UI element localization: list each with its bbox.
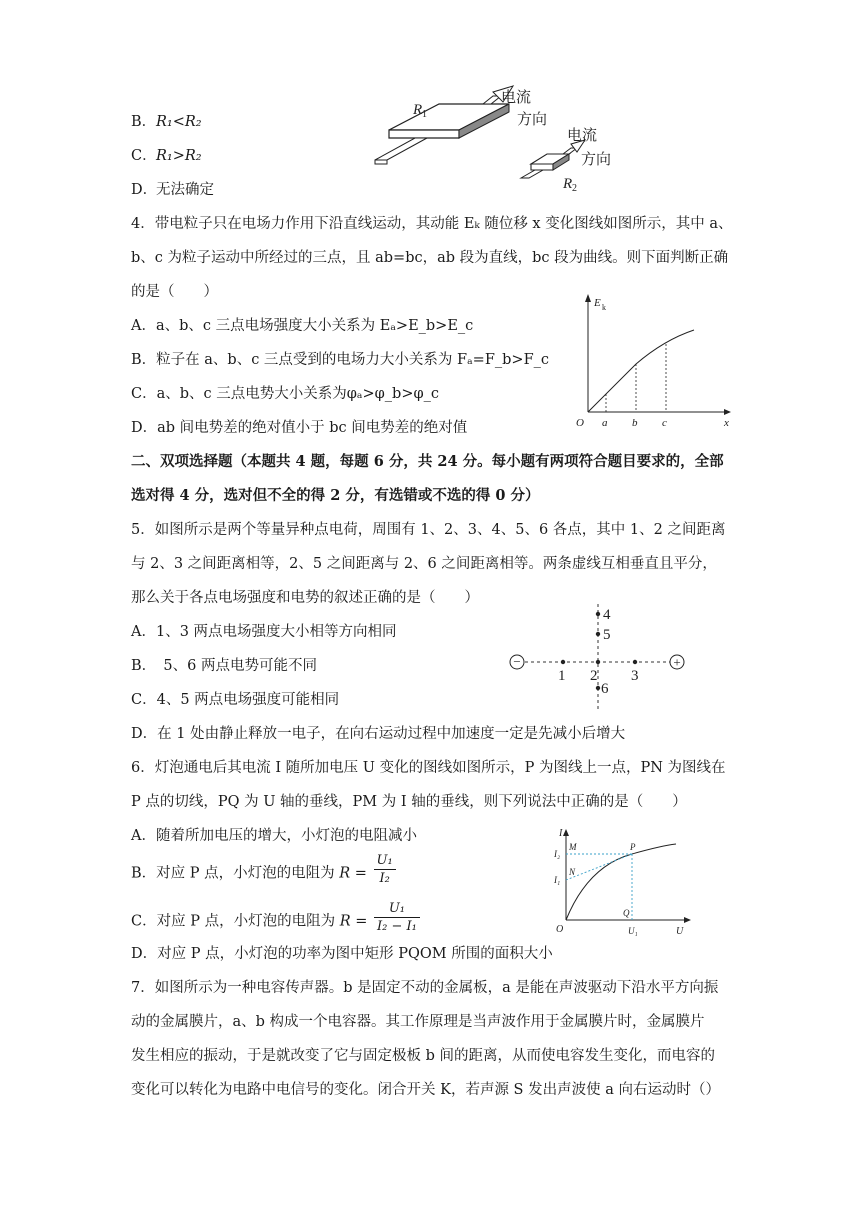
q5-stem-line2: 与 2、3 之间距离相等，2、5 之间距离与 2、6 之间距离相等。两条虚线互相垂直且平分， bbox=[131, 556, 717, 572]
q6-option-b-text: B．对应 P 点，小灯泡的电阻为 bbox=[131, 865, 335, 882]
svg-text:1: 1 bbox=[422, 109, 427, 120]
q4-ek-graph bbox=[574, 292, 734, 430]
q3-resistor-figure bbox=[375, 82, 635, 197]
svg-text:2: 2 bbox=[572, 183, 577, 194]
q5-minus-charge: − bbox=[513, 654, 521, 669]
q4-origin: O bbox=[576, 417, 584, 429]
q6-q-label: Q bbox=[623, 908, 630, 918]
q6-i2-label: I₂ bbox=[554, 849, 561, 859]
q4-stem-line3: 的是（ ） bbox=[131, 284, 218, 300]
q6-n-label: N bbox=[569, 867, 576, 877]
q6-fracc-num: U₁ bbox=[374, 900, 420, 918]
q5-charges-figure bbox=[505, 600, 690, 720]
q6-m-label: M bbox=[569, 842, 577, 852]
q6-u1-label: U₁ bbox=[628, 926, 638, 936]
current1-label: 电流 bbox=[501, 90, 532, 106]
q3-option-d-text: 无法确定 bbox=[156, 182, 214, 198]
q5-stem-line1: 5．如图所示是两个等量异种点电荷，周围有 1、2、3、4、5、6 各点，其中 1、2 之间距离 bbox=[131, 522, 726, 538]
q4-option-a: A．a、b、c 三点电场强度大小关系为 Eₐ>E_b>E_c bbox=[131, 318, 474, 334]
q5-point-2: 2 bbox=[590, 668, 598, 684]
q7-stem-line2: 动的金属膜片，a、b 构成一个电容器。其工作原理是当声波作用于金属膜片时，金属膜片 bbox=[131, 1014, 705, 1030]
q5-point-4: 4 bbox=[603, 607, 611, 623]
q6-fracb-den: I₂ bbox=[379, 871, 390, 886]
q6-fracb-num: U₁ bbox=[374, 852, 396, 870]
q3-option-c: C． bbox=[131, 148, 157, 164]
q5-point-6: 6 bbox=[601, 681, 609, 697]
q4-ylabel: E bbox=[594, 297, 601, 309]
section2-title-line2: 选对得 4 分，选对但不全的得 2 分，有选错或不选的得 0 分） bbox=[131, 487, 540, 504]
q4-ysub: k bbox=[602, 303, 606, 312]
q6-option-b bbox=[131, 853, 396, 887]
r2-label: R bbox=[563, 176, 573, 192]
q6-ylabel: I bbox=[559, 828, 563, 839]
q4-stem-line1: 4．带电粒子只在电场力作用下沿直线运动，其动能 Eₖ 随位移 x 变化图线如图所示，其中 a、 bbox=[131, 216, 733, 232]
q4-xlabel: x bbox=[724, 417, 729, 429]
q6-origin: O bbox=[556, 924, 564, 935]
r1-label: R bbox=[413, 102, 423, 118]
q3-option-b: B． bbox=[131, 114, 157, 130]
q6-option-b-fraction bbox=[374, 852, 396, 887]
q6-i1-label: I₁ bbox=[554, 875, 561, 885]
q4-tick-b: b bbox=[632, 417, 638, 429]
q6-fracc-den: I₂ − I₁ bbox=[376, 919, 417, 934]
dir2-label: 方向 bbox=[581, 152, 612, 168]
q6-stem-line1: 6．灯泡通电后其电流 I 随所加电压 U 变化的图线如图所示，P 为图线上一点，PN 为图线在 bbox=[131, 760, 726, 776]
q6-p-label: P bbox=[630, 842, 636, 852]
q6-option-d: D．对应 P 点，小灯泡的功率为图中矩形 PQOM 所围的面积大小 bbox=[131, 946, 553, 962]
q6-iu-graph bbox=[552, 826, 692, 938]
q5-option-b: B． 5、6 两点电势可能不同 bbox=[131, 658, 317, 674]
q5-point-3: 3 bbox=[631, 668, 639, 684]
q4-tick-a: a bbox=[602, 417, 608, 429]
q5-point-1: 1 bbox=[558, 668, 566, 684]
q6-stem-line2: P 点的切线，PQ 为 U 轴的垂线，PM 为 I 轴的垂线，则下列说法中正确的是（ ） bbox=[131, 794, 687, 810]
q4-tick-c: c bbox=[662, 417, 667, 429]
q6-option-c bbox=[131, 901, 420, 935]
q3-option-b-text: R₁<R₂ bbox=[156, 114, 202, 130]
q6-xlabel: U bbox=[676, 926, 684, 937]
q6-option-a: A．随着所加电压的增大，小灯泡的电阻减小 bbox=[131, 828, 417, 844]
q5-option-a: A．1、3 两点电场强度大小相等方向相同 bbox=[131, 624, 397, 640]
q7-stem-line4: 变化可以转化为电路中电信号的变化。闭合开关 K，若声源 S 发出声波使 a 向右运动时（） bbox=[131, 1082, 720, 1098]
q5-point-5: 5 bbox=[603, 627, 611, 643]
q6-option-c-text: C．对应 P 点，小灯泡的电阻为 bbox=[131, 913, 336, 930]
q7-stem-line1: 7．如图所示为一种电容传声器。b 是固定不动的金属板，a 是能在声波驱动下沿水平方向振 bbox=[131, 980, 719, 996]
q5-option-d: D．在 1 处由静止释放一电子，在向右运动过程中加速度一定是先减小后增大 bbox=[131, 726, 626, 742]
q4-stem-line2: b、c 为粒子运动中所经过的三点，且 ab=bc，ab 段为直线，bc 段为曲线。则下面判断正确 bbox=[131, 250, 729, 266]
q5-plus-charge: + bbox=[673, 654, 681, 670]
dir1-label: 方向 bbox=[517, 112, 548, 128]
q6-option-c-fraction bbox=[374, 900, 420, 935]
q5-stem-line3: 那么关于各点电场强度和电势的叙述正确的是（ ） bbox=[131, 590, 479, 606]
q4-option-c: C．a、b、c 三点电势大小关系为φₐ>φ_b>φ_c bbox=[131, 386, 440, 402]
current2-label: 电流 bbox=[567, 128, 598, 144]
q3-option-d: D． bbox=[131, 182, 158, 198]
q4-option-b: B．粒子在 a、b、c 三点受到的电场力大小关系为 Fₐ=F_b>F_c bbox=[131, 352, 550, 368]
q6-option-c-lhs: R = bbox=[339, 913, 368, 930]
q6-option-b-lhs: R = bbox=[339, 865, 367, 882]
section2-title-line1: 二、双项选择题（本题共 4 题，每题 6 分，共 24 分。每小题有两项符合题目要求的，全部 bbox=[131, 453, 724, 470]
q5-option-c: C．4、5 两点电场强度可能相同 bbox=[131, 692, 340, 708]
q7-stem-line3: 发生相应的振动，于是就改变了它与固定极板 b 间的距离，从而使电容发生变化，而电容的 bbox=[131, 1048, 715, 1064]
q4-option-d: D．ab 间电势差的绝对值小于 bc 间电势差的绝对值 bbox=[131, 420, 468, 436]
q3-option-c-text: R₁>R₂ bbox=[156, 148, 202, 164]
